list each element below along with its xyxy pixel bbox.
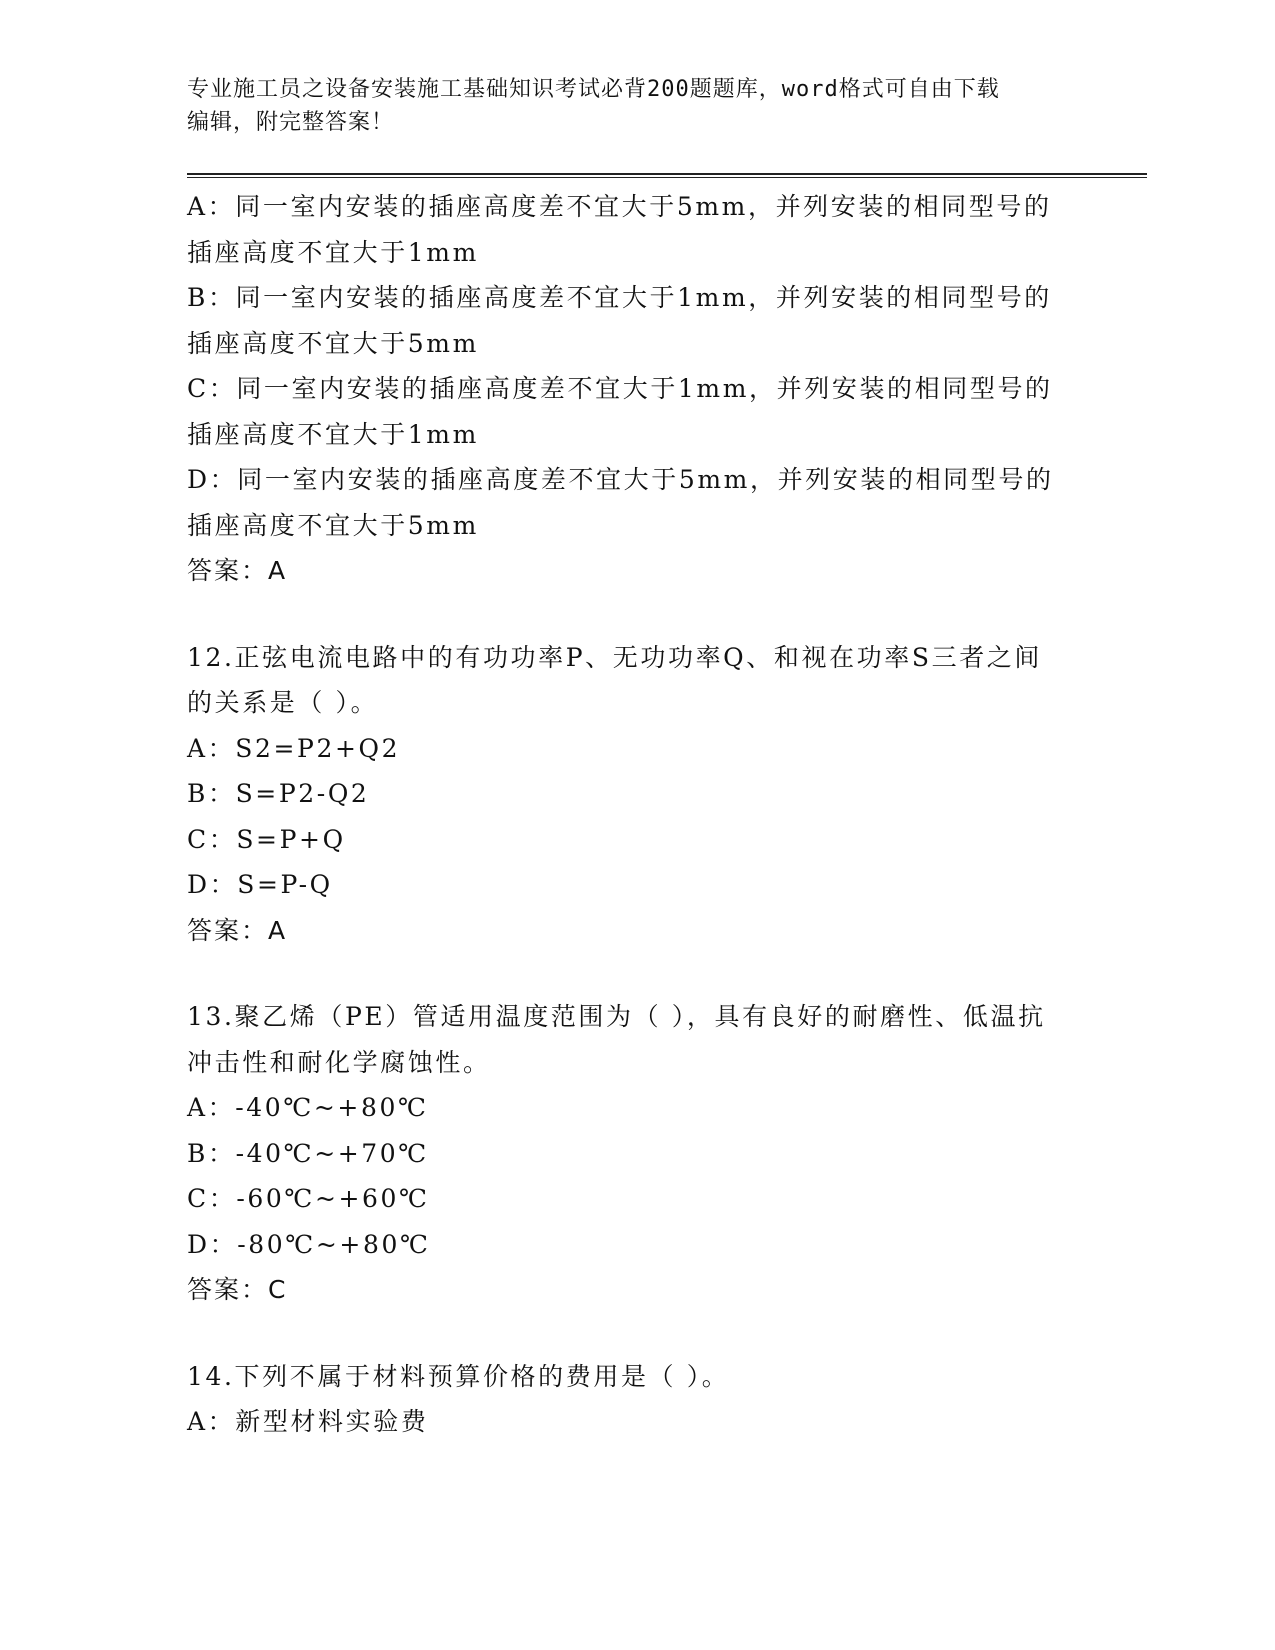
question-11 <box>187 184 1147 594</box>
question-title: 14.下列不属于材料预算价格的费用是（ ）。 <box>187 1361 730 1391</box>
question-14 <box>187 1354 1147 1445</box>
spacer <box>187 1313 1147 1354</box>
question-12 <box>187 635 1147 954</box>
spacer <box>187 594 1147 635</box>
document-page <box>187 70 1147 1445</box>
option-a: A：-40℃~+80℃ <box>187 1093 429 1122</box>
question-title: 12.正弦电流电路中的有功功率P、无功功率Q、和视在功率S三者之间的关系是（ ）。 <box>187 642 1043 717</box>
option-d: D：同一室内安装的插座高度差不宜大于5mm，并列安装的相同型号的插座高度不宜大于5mm <box>187 465 1054 540</box>
option-c: C：-60℃~+60℃ <box>187 1184 430 1213</box>
option-a: A：新型材料实验费 <box>187 1407 429 1436</box>
header-divider <box>187 173 1147 178</box>
answer: 答案：C <box>187 1275 288 1304</box>
option-d: D：S=P-Q <box>187 870 333 899</box>
spacer <box>187 953 1147 994</box>
question-13 <box>187 994 1147 1313</box>
option-b: B：S=P2-Q2 <box>187 779 370 808</box>
question-title: 13.聚乙烯（PE）管适用温度范围为（ ），具有良好的耐磨性、低温抗冲击性和耐化学腐蚀性。 <box>187 1002 1046 1077</box>
answer: 答案：A <box>187 915 288 945</box>
option-c: C：同一室内安装的插座高度差不宜大于1mm，并列安装的相同型号的插座高度不宜大于1mm <box>187 374 1053 449</box>
header-line-1: 专业施工员之设备安装施工基础知识考试必背200题题库，word格式可自由下载 <box>187 77 1000 102</box>
option-b: B：同一室内安装的插座高度差不宜大于1mm，并列安装的相同型号的插座高度不宜大于5mm <box>187 283 1052 358</box>
option-b: B：-40℃~+70℃ <box>187 1138 429 1168</box>
document-header <box>187 73 1147 139</box>
header-line-2: 编辑，附完整答案！ <box>187 110 395 135</box>
option-a: A：同一室内安装的插座高度差不宜大于5mm，并列安装的相同型号的插座高度不宜大于1mm <box>187 192 1052 267</box>
option-a: A：S2=P2+Q2 <box>187 733 401 763</box>
option-c: C：S=P+Q <box>187 824 346 854</box>
option-d: D：-80℃~+80℃ <box>187 1229 431 1259</box>
answer: 答案：A <box>187 556 288 585</box>
question-list <box>187 184 1147 1445</box>
